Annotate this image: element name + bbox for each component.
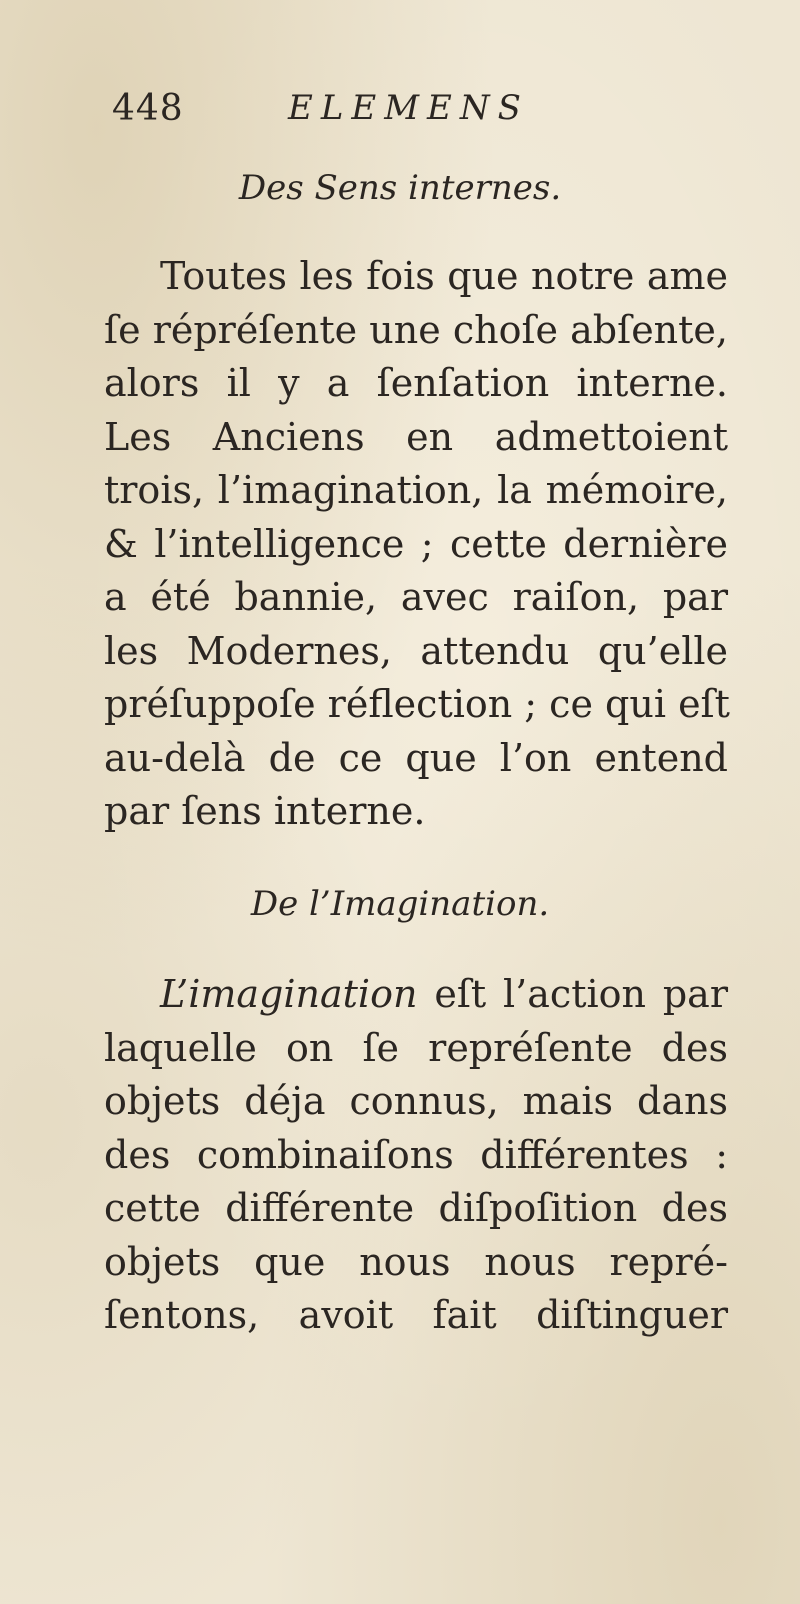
text-line: Les Anciens en admettoient <box>104 414 728 459</box>
text-line: cette différente diſpoſition des <box>104 1186 728 1230</box>
running-head-title: ELEMENS <box>288 88 529 128</box>
text-line: a été bannie, avec raiſon, par <box>104 575 728 619</box>
text-line: objets déja connus, mais dans <box>104 1079 728 1123</box>
text-line: ſentons, avoit fait diſtinguer <box>104 1293 728 1337</box>
text-line: préſuppoſe réflection ; ce qui eſt <box>104 682 730 726</box>
text-line: & l’intelligence ; cette dernière <box>104 521 728 566</box>
text-line: Toutes les fois que notre ame <box>160 254 728 298</box>
section-heading-imagination: De l’Imagination. <box>250 884 550 924</box>
text-line: alors il y a ſenſation interne. <box>104 361 728 405</box>
text-line: des combinaiſons différentes : <box>104 1132 728 1177</box>
text-line: objets que nous nous repré- <box>104 1239 728 1284</box>
paragraph-imagination <box>104 968 728 1343</box>
first-line-rest: eſt l’action par <box>434 972 728 1016</box>
text-line: ſe répréſente une choſe abſente, <box>104 307 728 352</box>
text-line <box>104 968 728 1022</box>
text-line: les Modernes, attendu qu’elle <box>104 628 728 673</box>
text-line: laquelle on ſe repréſente des <box>104 1025 728 1070</box>
page-number: 448 <box>112 88 184 129</box>
text-line: au-delà de ce que l’on entend <box>104 735 728 780</box>
section-heading-sens-internes: Des Sens internes. <box>238 168 562 208</box>
text-line: trois, l’imagination, la mémoire, <box>104 468 728 512</box>
text-line: par ſens interne. <box>104 789 426 833</box>
running-header <box>112 88 592 138</box>
paragraph-sens-internes <box>104 250 728 839</box>
emphasized-term: L’imagination <box>160 972 418 1016</box>
